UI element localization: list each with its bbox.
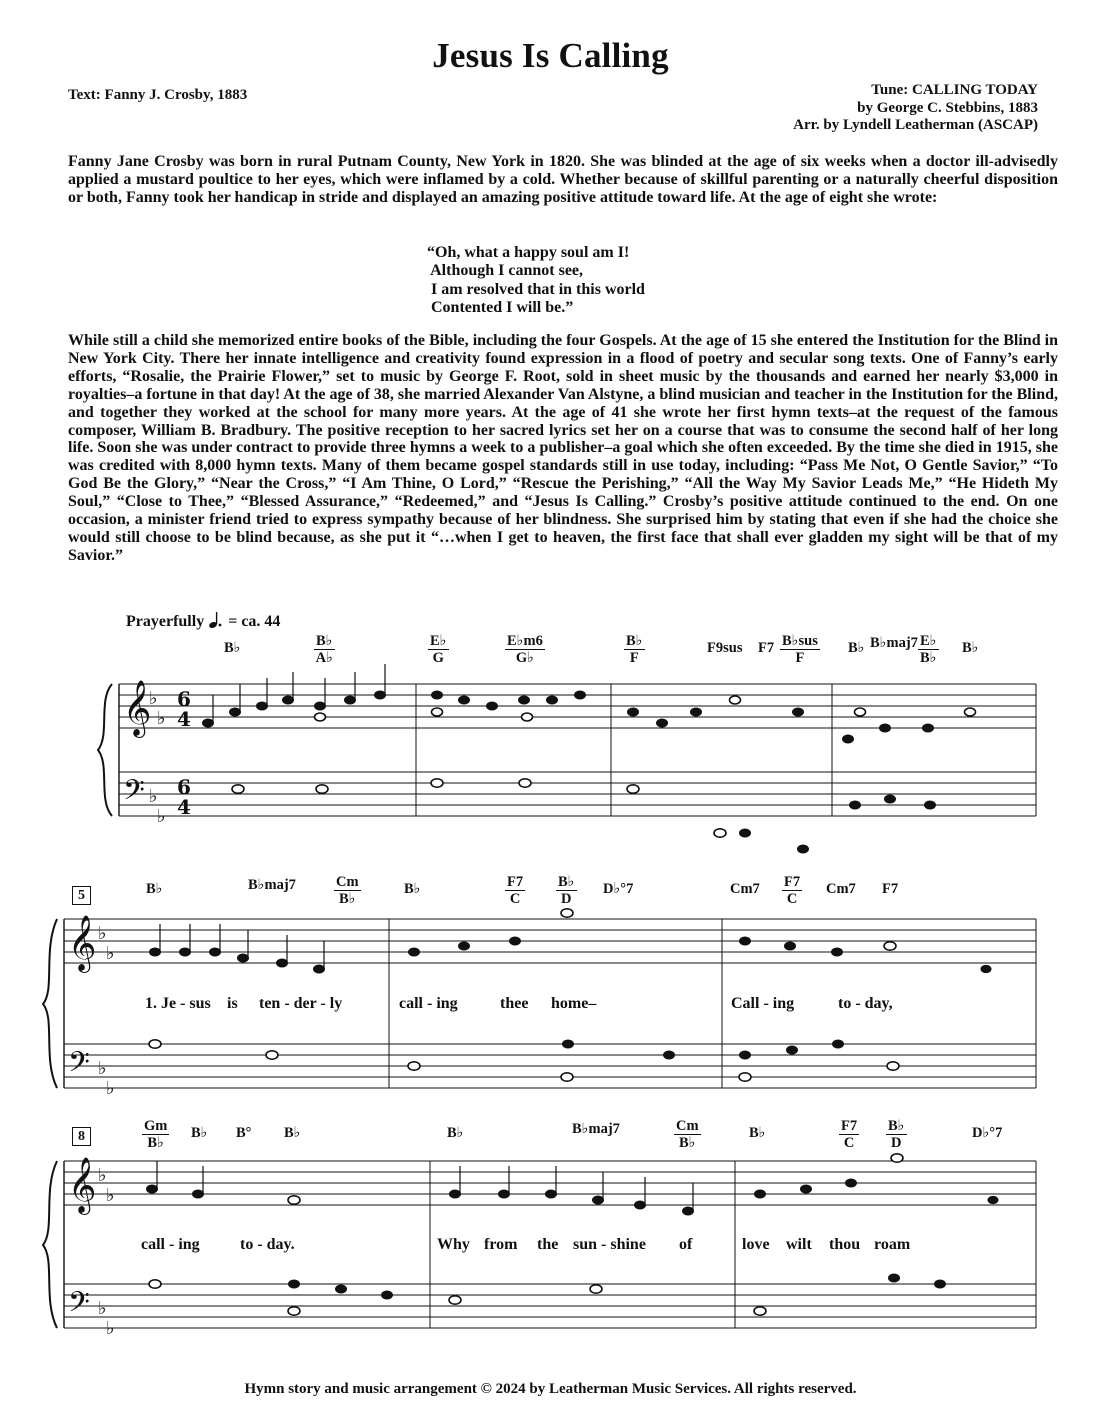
tempo-value: = ca. 44 <box>228 613 281 630</box>
svg-text:4: 4 <box>177 795 191 819</box>
svg-text:♭: ♭ <box>98 1058 107 1079</box>
tune-credit-line: Arr. by Lyndell Leatherman (ASCAP) <box>793 117 1038 133</box>
lyric-syllable: wilt <box>786 1236 812 1253</box>
poem-line: “Oh, what a happy soul am I! <box>427 244 630 261</box>
svg-text:♭: ♭ <box>106 1318 115 1339</box>
measure-number: 5 <box>72 886 91 905</box>
svg-text:♭: ♭ <box>98 923 107 944</box>
chord-symbol: B♭maj7 <box>572 1121 620 1137</box>
svg-text:𝄞: 𝄞 <box>68 1157 97 1213</box>
poem-line: Although I cannot see, <box>427 262 584 280</box>
chord-symbol: B♭ <box>191 1125 208 1141</box>
svg-text:♭: ♭ <box>149 688 158 709</box>
chord-symbol: D♭°7 <box>972 1125 1003 1141</box>
chord-symbol: Cm7 <box>730 881 760 897</box>
slash-chord-top: Gm <box>144 1118 168 1134</box>
lyric-syllable: call - ing <box>399 995 458 1012</box>
slash-chord-top: B♭sus <box>782 633 818 649</box>
slash-chord-top: F7 <box>784 874 801 890</box>
slash-chord-top: E♭ <box>920 633 937 649</box>
chord-symbol: F7 <box>758 640 775 656</box>
chord-symbol: F9sus <box>707 640 743 656</box>
svg-text:♭: ♭ <box>149 786 158 807</box>
chord-symbol: B♭ <box>962 640 979 656</box>
chord-symbol: B° <box>236 1125 252 1141</box>
lyric-syllable: home– <box>551 995 597 1012</box>
slash-chord-top: E♭m6 <box>507 633 543 649</box>
svg-text:♭: ♭ <box>98 1298 107 1319</box>
slash-chord-top: Cm <box>336 874 359 890</box>
svg-text:♭: ♭ <box>106 1078 115 1099</box>
slash-chord-top: F7 <box>841 1118 858 1134</box>
svg-text:♭: ♭ <box>106 1185 115 1206</box>
slash-chord-bottom: F <box>629 650 639 666</box>
lyric-syllable: is <box>227 995 238 1012</box>
tune-credit-line: by George C. Stebbins, 1883 <box>857 99 1038 116</box>
chord-symbol: B♭ <box>284 1125 301 1141</box>
chord-symbol: B♭ <box>749 1125 766 1141</box>
story-paragraph-1: Fanny Jane Crosby was born in rural Putnam County, New York in 1820. She was blinded at the age of six weeks when a doctor ill-advisedly applied a mustard poultice to her eyes, which were inflamed by a cold. Whether because of skillful parenting or a naturally cheerful disposition or both, Fanny took her handicap in stride and displayed an amazing positive attitude toward life. At the age of eight she wrote: <box>68 153 1058 206</box>
chord-symbol: B♭maj7 <box>248 877 296 893</box>
page-title: Jesus Is Calling <box>432 36 669 75</box>
text-credit: Text: Fanny J. Crosby, 1883 <box>68 87 248 103</box>
chord-symbol: B♭ <box>848 640 865 656</box>
slash-chord-bottom: B♭ <box>339 891 356 907</box>
slash-chord-top: B♭ <box>888 1118 905 1134</box>
svg-text:𝄢: 𝄢 <box>68 1286 90 1326</box>
chord-symbol: B♭maj7 <box>870 635 918 651</box>
lyric-syllable: love <box>742 1236 770 1253</box>
lyric-syllable: the <box>537 1236 559 1253</box>
chord-symbol: B♭ <box>146 881 163 897</box>
svg-text:𝄢: 𝄢 <box>123 774 145 814</box>
svg-text:𝄞: 𝄞 <box>68 915 97 971</box>
lyric-syllable: 1. Je - sus <box>145 995 211 1012</box>
bass-staff-system-1 <box>119 772 1036 816</box>
lyric-syllable: thou <box>829 1236 861 1253</box>
lyric-syllable: thee <box>500 995 529 1012</box>
slash-chord-top: Cm <box>676 1118 699 1134</box>
slash-chord-bottom: A♭ <box>315 650 333 666</box>
slash-chord-top: E♭ <box>430 633 447 649</box>
chord-symbol: Cm7 <box>826 881 856 897</box>
slash-chord-bottom: F <box>795 650 805 666</box>
slash-chord-bottom: C <box>843 1135 855 1151</box>
lyric-syllable: roam <box>874 1236 911 1253</box>
lyric-syllable: Call - ing <box>731 995 795 1012</box>
svg-text:4: 4 <box>177 707 191 731</box>
slash-chord-bottom: C <box>509 891 521 907</box>
chord-symbol: B♭ <box>447 1125 464 1141</box>
svg-text:𝄞: 𝄞 <box>123 680 152 736</box>
slash-chord-bottom: G <box>432 650 444 666</box>
svg-text:♭: ♭ <box>157 708 166 729</box>
story-paragraph-2: While still a child she memorized entire books of the Bible, including the four Gospels. At the age of 15 she entered the Institution for the Blind in New York City. There her innate intelligence and creativity found expression in a flood of poetry and secular song texts. One of Fanny’s early efforts, “Rosalie, the Prairie Flower,” set to music by George F. Root, sold in sheet music by the thousands and earned her nearly $3,000 in royalties–a fortune in that day! At the age of 38, she married Alexander Van Alstyne, a blind musician and teacher in the Institution for the Blind, and together they worked at the school for many more years. At the age of 41 she wrote her first hymn texts–at the request of the famous composer, William B. Bradbury. The positive reception to her sacred lyrics set her on a course that was to consume the second half of her long life. Soon she was under contract to provide three hymns a week to a publisher–a goal which she often exceeded. By the time she died in 1915, she was credited with 8,000 hymn texts. Many of them became gospel standards still in use today, including: “Pass Me Not, O Gentle Savior,” “To God Be the Glory,” “Near the Cross,” “I Am Thine, O Lord,” “Rescue the Perishing,” “All the Way My Savior Leads Me,” “He Hideth My Soul,” “Close to Thee,” “Blessed Assurance,” “Redeemed,” and “Jesus Is Calling.” Crosby’s positive attitude continued to the end. On one occasion, a minister friend tried to express sympathy because of her blindness. She surprised him by stating that even if she had the choice she would still choose to be blind because, as she put it “…when I get to heaven, the first face that shall ever gladden my sight will be that of my Savior.” <box>68 332 1058 564</box>
slash-chord-top: B♭ <box>316 633 333 649</box>
slash-chord-top: B♭ <box>558 874 575 890</box>
treble-staff-system-2 <box>64 919 1036 963</box>
lyric-syllable: of <box>679 1236 693 1253</box>
svg-text:♭: ♭ <box>106 943 115 964</box>
lyric-syllable: ten - der - ly <box>259 995 343 1012</box>
bass-staff-system-3 <box>64 1284 1036 1328</box>
lyric-syllable: call - ing <box>141 1236 200 1253</box>
svg-text:6: 6 <box>177 687 191 711</box>
slash-chord-bottom: B♭ <box>920 650 937 666</box>
lyric-syllable: to - day, <box>838 995 893 1012</box>
lyric-syllable: sun - shine <box>573 1236 646 1253</box>
chord-symbol: F7 <box>882 881 899 897</box>
slash-chord-bottom: B♭ <box>679 1135 696 1151</box>
copyright-footer: Hymn story and music arrangement © 2024 by Leatherman Music Services. All rights reserved. <box>244 1381 857 1397</box>
chord-symbol: B♭ <box>404 881 421 897</box>
poem-line: Contented I will be.” <box>427 298 574 316</box>
svg-text:𝄢: 𝄢 <box>68 1046 90 1086</box>
lyric-syllable: Why <box>437 1236 470 1253</box>
slash-chord-bottom: D <box>891 1135 902 1151</box>
poem-line: I am resolved that in this world <box>427 280 645 298</box>
lyric-syllable: from <box>484 1236 518 1253</box>
slash-chord-bottom: C <box>786 891 798 907</box>
slash-chord-bottom: G♭ <box>515 650 534 666</box>
slash-chord-bottom: D <box>561 891 572 907</box>
tempo-text: Prayerfully <box>126 613 205 630</box>
slash-chord-bottom: B♭ <box>147 1135 164 1151</box>
svg-text:6: 6 <box>177 775 191 799</box>
chord-symbol: D♭°7 <box>603 881 634 897</box>
svg-text:♭: ♭ <box>157 806 166 827</box>
svg-text:♭: ♭ <box>98 1165 107 1186</box>
lyric-syllable: to - day. <box>240 1236 295 1253</box>
tune-credit-line: Tune: CALLING TODAY <box>871 82 1038 98</box>
measure-number: 8 <box>72 1127 91 1146</box>
chord-symbol: B♭ <box>224 640 241 656</box>
slash-chord-top: B♭ <box>626 633 643 649</box>
slash-chord-top: F7 <box>507 874 524 890</box>
